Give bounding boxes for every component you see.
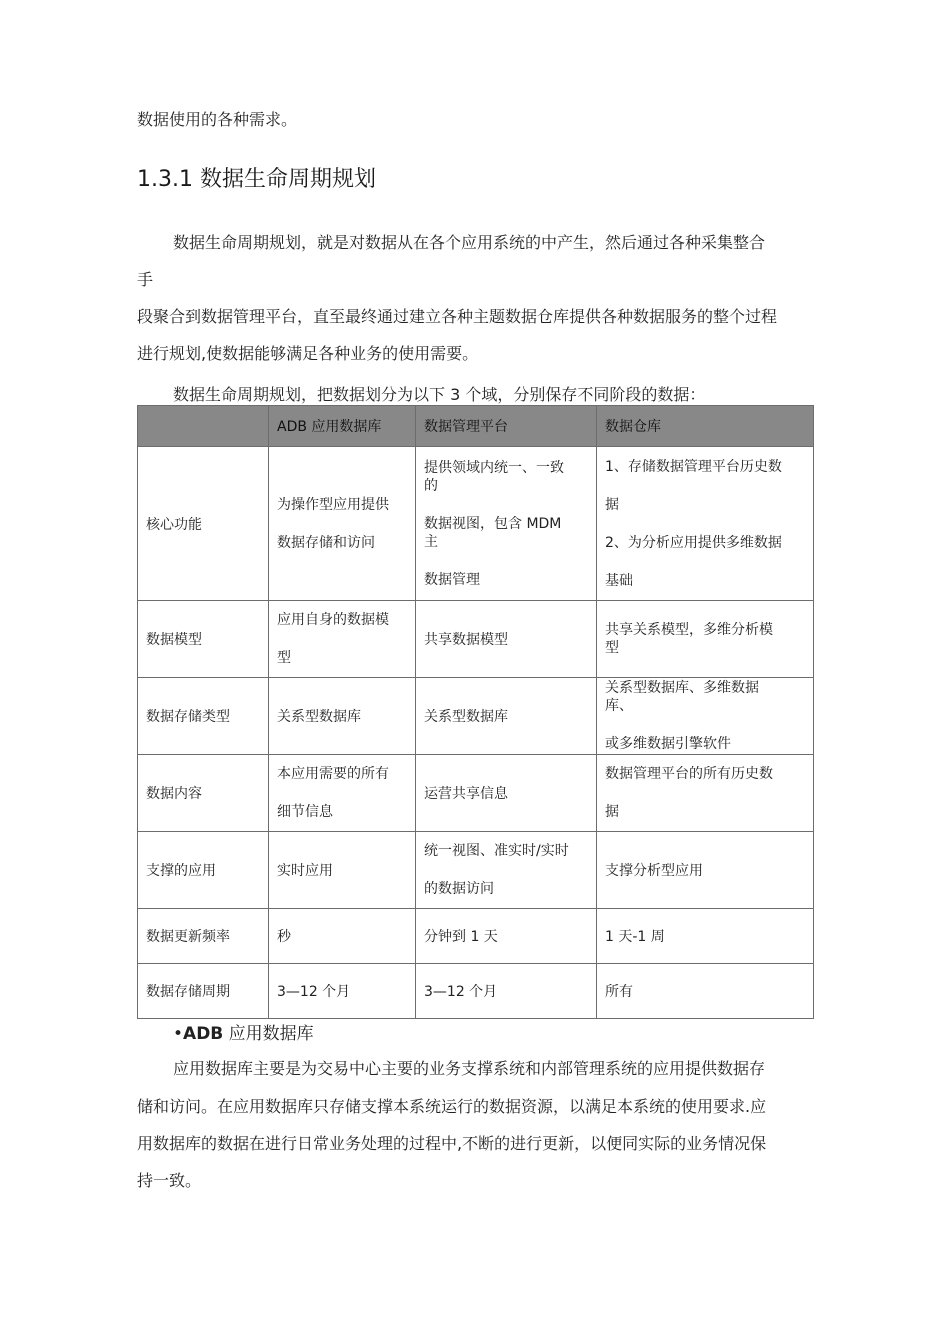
row-label: 数据内容: [138, 755, 269, 832]
table-header-row: [138, 406, 814, 447]
para3-line-4: 持一致。: [137, 1171, 202, 1190]
table-cell: 1、存储数据管理平台历史数 据 2、为分析应用提供多维数据 基础: [597, 447, 814, 601]
para3-line-2: 储和访问。在应用数据库只存储支撑本系统运行的数据资源，以满足本系统的使用要求.应: [137, 1097, 767, 1116]
table-cell: 实时应用: [269, 832, 416, 909]
para2-text: 数据生命周期规划，把数据划分为以下 3 个域，分别保存不同阶段的数据：: [173, 385, 706, 404]
table-cell: 数据管理平台的所有历史数 据: [597, 755, 814, 832]
table-cell: 支撑分析型应用: [597, 832, 814, 909]
row-label: 数据存储周期: [138, 964, 269, 1019]
header-cell-dmp: 数据管理平台: [416, 406, 597, 447]
table-cell: 运营共享信息: [416, 755, 597, 832]
table-row: [138, 832, 814, 909]
bullet-bold-text: ADB: [183, 1024, 224, 1044]
table-cell: 关系型数据库、多维数据 库、 或多维数据引擎软件: [597, 678, 814, 755]
para1-line-4: 进行规划,使数据能够满足各种业务的使用需要。: [137, 344, 479, 363]
header-cell-adb: ADB 应用数据库: [269, 406, 416, 447]
header-cell-dw: 数据仓库: [597, 406, 814, 447]
table-cell: 提供领域内统一、一致 的 数据视图，包含 MDM 主 数据管理: [416, 447, 597, 601]
row-label: 核心功能: [138, 447, 269, 601]
table-cell: 所有: [597, 964, 814, 1019]
table-cell: 秒: [269, 909, 416, 964]
row-label: 数据模型: [138, 601, 269, 678]
table-cell: 3—12 个月: [269, 964, 416, 1019]
table-cell: 关系型数据库: [416, 678, 597, 755]
table-row: [138, 964, 814, 1019]
row-label: 数据存储类型: [138, 678, 269, 755]
table-row: [138, 447, 814, 601]
row-label: 支撑的应用: [138, 832, 269, 909]
table-row: [138, 755, 814, 832]
header-cell-empty: [138, 406, 269, 447]
table-cell: 关系型数据库: [269, 678, 416, 755]
table-row: [138, 678, 814, 755]
table-cell: 共享数据模型: [416, 601, 597, 678]
table-cell: 本应用需要的所有 细节信息: [269, 755, 416, 832]
row-label: 数据更新频率: [138, 909, 269, 964]
table-cell: 3—12 个月: [416, 964, 597, 1019]
lifecycle-table: [137, 405, 814, 1019]
bullet-heading: [173, 1023, 314, 1045]
table-row: [138, 909, 814, 964]
table-cell: 统一视图、准实时/实时 的数据访问: [416, 832, 597, 909]
para1-line-1: 数据生命周期规划，就是对数据从在各个应用系统的中产生，然后通过各种采集整合: [173, 233, 766, 252]
para3-line-3: 用数据库的数据在进行日常业务处理的过程中,不断的进行更新，以便同实际的业务情况保: [137, 1134, 767, 1153]
section-heading: 1.3.1 数据生命周期规划: [137, 167, 376, 192]
para1-line-3: 段聚合到数据管理平台，直至最终通过建立各种主题数据仓库提供各种数据服务的整个过程: [137, 307, 778, 326]
table-cell: 应用自身的数据模 型: [269, 601, 416, 678]
para3-line-1: 应用数据库主要是为交易中心主要的业务支撑系统和内部管理系统的应用提供数据存: [173, 1059, 766, 1078]
bullet-dot-icon: •: [173, 1024, 184, 1044]
intro-tail-text: 数据使用的各种需求。: [137, 110, 298, 129]
table-row: [138, 601, 814, 678]
table-cell: 分钟到 1 天: [416, 909, 597, 964]
para1-line-2: 手: [137, 270, 154, 289]
table-cell: 为操作型应用提供 数据存储和访问: [269, 447, 416, 601]
table-cell: 1 天-1 周: [597, 909, 814, 964]
table-cell: 共享关系模型，多维分析模 型: [597, 601, 814, 678]
bullet-rest-text: 应用数据库: [223, 1024, 314, 1044]
